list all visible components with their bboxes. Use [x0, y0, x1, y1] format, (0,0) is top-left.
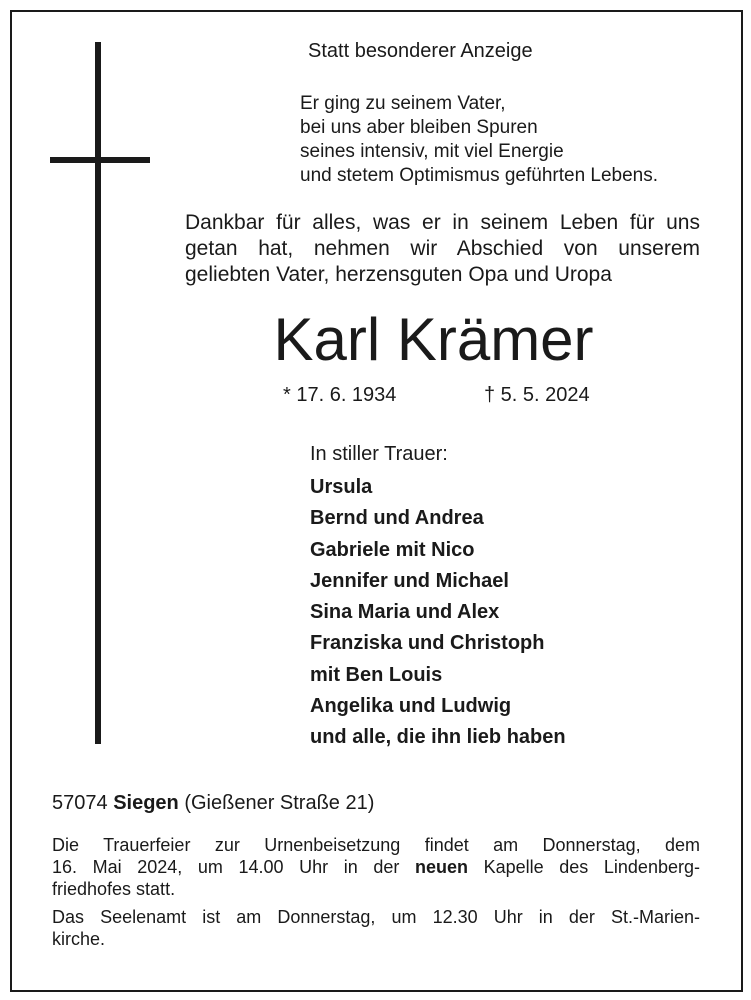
- poem-line: und stetem Optimismus geführten Lebens.: [300, 165, 659, 186]
- service-line: friedhofes statt.: [52, 879, 176, 899]
- mourner-name: Angelika und Ludwig: [310, 695, 512, 718]
- service-line: [52, 856, 700, 878]
- service-info: [52, 834, 700, 950]
- intro-paragraph: [185, 210, 700, 288]
- mourner-name: Bernd und Andrea: [310, 507, 484, 530]
- address-city: Siegen: [113, 792, 179, 814]
- mourner-name: Sina Maria und Alex: [310, 601, 500, 624]
- mourner-name: Jennifer und Michael: [310, 569, 509, 592]
- cross-vertical-bar: [95, 42, 101, 744]
- intro-line: geliebten Vater, herzensguten Opa und Uropa: [185, 263, 612, 286]
- address-street: (Gießener Straße 21): [184, 792, 375, 814]
- mourner-name: mit Ben Louis: [310, 663, 443, 686]
- intro-line: getan hat, nehmen wir Abschied von unserem: [185, 237, 700, 260]
- birth-date: * 17. 6. 1934: [283, 384, 397, 406]
- death-date: † 5. 5. 2024: [484, 384, 590, 406]
- mourner-name: Ursula: [310, 476, 373, 498]
- mass-line: Das Seelenamt ist am Donnerstag, um 12.30 Uhr in der St.-Marien-: [52, 907, 700, 927]
- mourner-name: und alle, die ihn lieb haben: [310, 726, 566, 749]
- service-emphasis: neuen: [415, 857, 469, 877]
- address-zip: 57074: [52, 792, 108, 814]
- mourners-heading: In stiller Trauer:: [310, 443, 448, 465]
- deceased-name-block: [0, 300, 751, 380]
- address-line: [52, 792, 374, 815]
- notice-heading: Statt besonderer Anzeige: [308, 40, 533, 62]
- poem: [300, 92, 658, 188]
- service-text: Kapelle des Lindenberg-: [483, 857, 700, 877]
- intro-line: Dankbar für alles, was er in seinem Leben für uns: [185, 211, 700, 234]
- mourner-name: Gabriele mit Nico: [310, 538, 475, 561]
- mourners-list: [310, 472, 566, 754]
- service-line: Die Trauerfeier zur Urnenbeisetzung findet am Donnerstag, dem: [52, 835, 700, 855]
- cross-horizontal-bar: [50, 157, 150, 163]
- poem-line: seines intensiv, mit viel Energie: [300, 141, 564, 162]
- deceased-name: Karl Krämer: [273, 306, 594, 373]
- poem-line: bei uns aber bleiben Spuren: [300, 117, 538, 138]
- poem-line: Er ging zu seinem Vater,: [300, 93, 506, 114]
- mourner-name: Franziska und Christoph: [310, 632, 545, 655]
- service-text: 16. Mai 2024, um 14.00 Uhr in der: [52, 857, 400, 877]
- mass-line: kirche.: [52, 929, 106, 949]
